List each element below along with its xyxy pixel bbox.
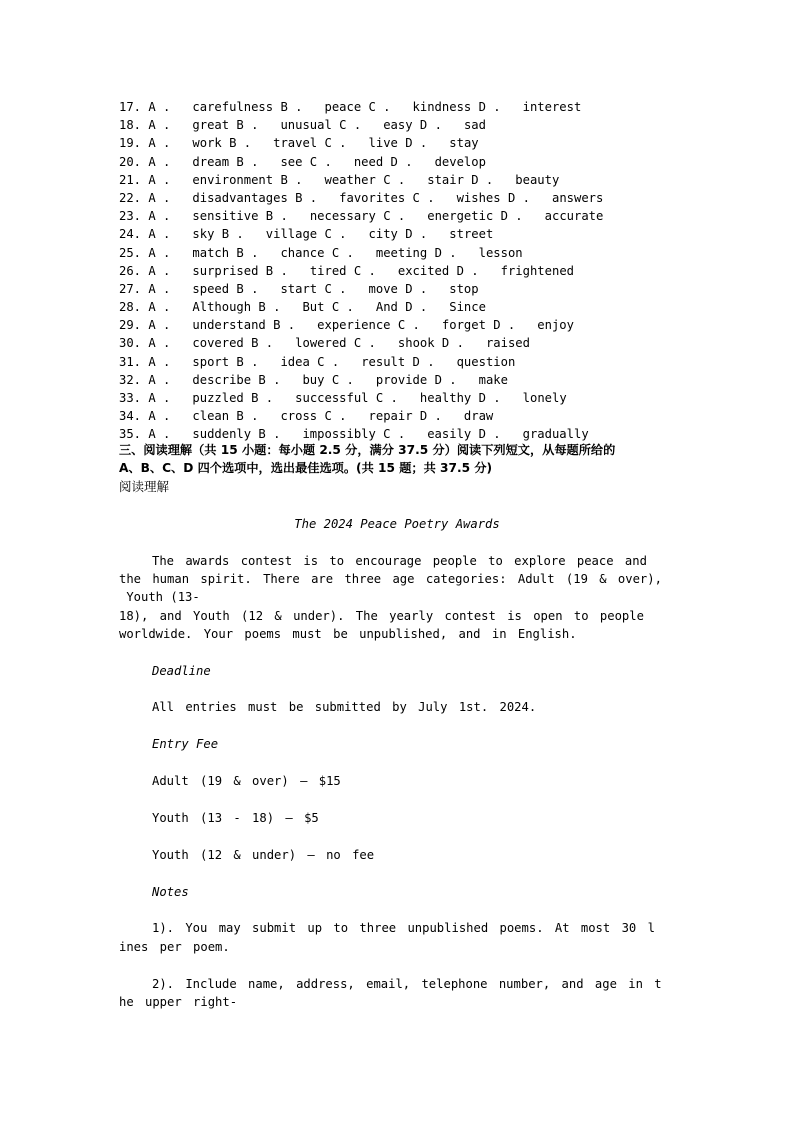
option-c: energetic xyxy=(427,209,494,224)
section-instruction xyxy=(119,441,679,477)
letter-d: D . xyxy=(471,100,523,114)
option-d: street xyxy=(449,227,494,242)
letter-a: A . xyxy=(141,172,193,187)
letter-c: C . xyxy=(346,336,398,351)
letter-b: B . xyxy=(258,263,310,278)
option-d: Since xyxy=(449,300,486,315)
letter-a: A . xyxy=(141,245,193,260)
fee-youth-12-under: Youth (12 & under) — no fee xyxy=(152,848,375,862)
option-c: easy xyxy=(383,118,413,133)
note-2-line-2: he upper right- xyxy=(119,995,238,1009)
letter-a: A . xyxy=(141,154,193,169)
option-d: gradually xyxy=(522,427,589,442)
option-row xyxy=(119,207,679,225)
question-number: 27. xyxy=(119,281,142,296)
letter-a: A . xyxy=(141,118,193,133)
letter-d: D . xyxy=(434,336,486,351)
option-c: excited xyxy=(397,263,450,278)
letter-b: B . xyxy=(229,409,281,424)
intro-line-3: Youth (13- xyxy=(119,590,200,604)
question-number: 34. xyxy=(119,409,142,424)
letter-a: A . xyxy=(141,227,193,242)
question-number: 17. xyxy=(119,100,142,114)
option-b: impossibly xyxy=(302,427,376,442)
option-b: weather xyxy=(324,172,376,187)
option-b: lowered xyxy=(295,336,347,351)
letter-a: A . xyxy=(141,427,193,442)
question-number: 23. xyxy=(119,209,142,224)
option-b: idea xyxy=(280,354,310,369)
letter-c: C . xyxy=(375,427,428,442)
letter-a: A . xyxy=(141,190,193,205)
option-row xyxy=(119,353,679,371)
letter-a: A . xyxy=(141,354,193,369)
question-number: 30. xyxy=(119,336,142,351)
option-c: And xyxy=(375,300,398,315)
letter-b: B . xyxy=(273,100,325,114)
option-c: easily xyxy=(427,427,472,442)
question-number: 32. xyxy=(119,372,142,387)
option-row xyxy=(119,371,679,389)
letter-d: D . xyxy=(397,300,450,315)
option-row xyxy=(119,171,679,189)
option-b: necessary xyxy=(309,209,376,224)
option-row xyxy=(119,116,679,134)
option-d: question xyxy=(456,354,516,369)
option-b: cross xyxy=(280,409,318,424)
option-d: raised xyxy=(485,336,530,351)
option-d: beauty xyxy=(515,172,560,187)
option-d: stop xyxy=(449,281,479,296)
option-a: work xyxy=(192,136,222,151)
option-a: clean xyxy=(192,409,230,424)
section-instruction-line2: A、B、C、D 四个选项中，选出最佳选项。(共 15 题；共 37.5 分) xyxy=(119,461,493,475)
letter-d: D . xyxy=(471,427,523,442)
option-c: move xyxy=(368,281,398,296)
option-a: disadvantages xyxy=(192,190,288,205)
option-c: live xyxy=(368,136,398,151)
option-a: sky xyxy=(192,227,215,242)
option-a: describe xyxy=(192,372,252,387)
intro-line-1: The awards contest is to encourage people to explore peace and xyxy=(152,554,647,568)
letter-a: A . xyxy=(141,318,193,333)
letter-b: B . xyxy=(243,391,296,405)
letter-c: C . xyxy=(390,318,442,333)
letter-a: A . xyxy=(141,100,193,114)
letter-d: D . xyxy=(463,172,516,187)
letter-b: B . xyxy=(229,354,281,369)
option-d: lonely xyxy=(522,391,567,405)
letter-c: C . xyxy=(317,281,369,296)
letter-b: B . xyxy=(229,118,281,133)
question-number: 28. xyxy=(119,300,142,315)
question-number: 31. xyxy=(119,354,142,369)
option-a: environment xyxy=(192,172,274,187)
letter-c: C . xyxy=(317,409,369,424)
letter-b: B . xyxy=(265,318,318,333)
option-c: forget xyxy=(441,318,486,333)
letter-d: D . xyxy=(471,391,523,405)
letter-d: D . xyxy=(383,154,435,169)
option-row xyxy=(119,280,679,298)
letter-d: D . xyxy=(493,209,545,224)
option-d: stay xyxy=(449,136,479,151)
question-number: 29. xyxy=(119,318,142,333)
letter-b: B . xyxy=(251,372,303,387)
letter-a: A . xyxy=(141,136,193,151)
option-a: suddenly xyxy=(192,427,252,442)
letter-b: B . xyxy=(243,336,296,351)
option-a: surprised xyxy=(192,263,259,278)
note-2-line-1: 2). Include name, address, email, telephone number, and age in t xyxy=(152,977,662,991)
letter-d: D . xyxy=(397,227,450,242)
letter-c: C . xyxy=(317,227,369,242)
letter-d: D . xyxy=(449,263,501,278)
option-row xyxy=(119,334,679,352)
option-b: village xyxy=(265,227,318,242)
letter-d: D . xyxy=(397,281,450,296)
letter-c: C . xyxy=(317,136,369,151)
question-number: 26. xyxy=(119,263,142,278)
option-b: unusual xyxy=(280,118,332,133)
option-d: sad xyxy=(463,118,486,133)
letter-d: D . xyxy=(397,136,450,151)
option-b: But xyxy=(302,300,325,315)
deadline-text: All entries must be submitted by July 1st. 2024. xyxy=(152,700,537,714)
option-a: Although xyxy=(192,300,252,315)
option-a: understand xyxy=(192,318,266,333)
option-b: start xyxy=(280,281,318,296)
option-row xyxy=(119,407,679,425)
option-a: match xyxy=(192,245,230,260)
letter-d: D . xyxy=(485,318,538,333)
option-a: puzzled xyxy=(192,391,244,405)
deadline-heading: Deadline xyxy=(152,664,211,678)
option-row xyxy=(119,298,679,316)
fee-adult: Adult (19 & over) — $15 xyxy=(152,774,341,788)
letter-d: D . xyxy=(412,409,464,424)
option-row xyxy=(119,98,679,116)
option-c: stair xyxy=(427,172,464,187)
fee-youth-13-18: Youth (13 - 18) — $5 xyxy=(152,811,319,825)
option-d: develop xyxy=(434,154,486,169)
letter-d: D . xyxy=(427,372,479,387)
option-a: great xyxy=(192,118,230,133)
letter-a: A . xyxy=(141,336,193,351)
letter-b: B . xyxy=(229,281,281,296)
passage-title: The 2024 Peace Poetry Awards xyxy=(294,517,500,531)
letter-c: C . xyxy=(324,300,376,315)
question-number: 35. xyxy=(119,427,142,442)
letter-b: B . xyxy=(229,245,281,260)
option-d: interest xyxy=(522,100,582,114)
option-c: shook xyxy=(397,336,435,351)
option-d: answers xyxy=(551,190,604,205)
option-a: sport xyxy=(192,354,230,369)
option-b: favorites xyxy=(339,190,406,205)
letter-a: A . xyxy=(141,300,193,315)
letter-a: A . xyxy=(141,391,193,405)
intro-line-4: 18), and Youth (12 & under). The yearly contest is open to people xyxy=(119,609,644,623)
letter-b: B . xyxy=(229,154,281,169)
section-instruction-line1: 三、阅读理解（共 15 小题：每小题 2.5 分，满分 37.5 分）阅读下列短文，从每题所给的 xyxy=(119,443,616,457)
letter-d: D . xyxy=(412,118,464,133)
letter-c: C . xyxy=(324,372,376,387)
intro-line-5: worldwide. Your poems must be unpublished, and in English. xyxy=(119,627,577,641)
option-c: repair xyxy=(368,409,413,424)
option-row xyxy=(119,153,679,171)
option-c: kindness xyxy=(412,100,472,114)
option-a: dream xyxy=(192,154,230,169)
option-a: carefulness xyxy=(192,100,274,114)
note-1-line-2: ines per poem. xyxy=(119,940,230,954)
option-row xyxy=(119,389,679,407)
cloze-options-list xyxy=(119,98,679,444)
option-c: meeting xyxy=(375,245,428,260)
letter-a: A . xyxy=(141,372,193,387)
note-1-line-1: 1). You may submit up to three unpublished poems. At most 30 l xyxy=(152,921,655,935)
option-row xyxy=(119,262,679,280)
letter-c: C . xyxy=(368,391,420,405)
question-number: 25. xyxy=(119,245,142,260)
letter-c: C . xyxy=(309,354,362,369)
option-row xyxy=(119,244,679,262)
option-b: peace xyxy=(324,100,362,114)
letter-c: C . xyxy=(346,263,398,278)
letter-a: A . xyxy=(141,409,193,424)
option-c: need xyxy=(353,154,384,169)
option-c: wishes xyxy=(456,190,501,205)
option-d: lesson xyxy=(478,245,523,260)
letter-c: C . xyxy=(324,245,376,260)
option-b: travel xyxy=(273,136,318,151)
letter-b: B . xyxy=(214,227,266,242)
option-d: make xyxy=(478,372,508,387)
option-a: sensitive xyxy=(192,209,259,224)
question-number: 19. xyxy=(119,136,142,151)
option-a: speed xyxy=(192,281,230,296)
option-b: experience xyxy=(317,318,391,333)
option-row xyxy=(119,134,679,152)
option-d: accurate xyxy=(544,209,604,224)
letter-d: D . xyxy=(427,245,479,260)
notes-heading: Notes xyxy=(152,885,189,899)
option-a: covered xyxy=(192,336,244,351)
option-b: chance xyxy=(280,245,325,260)
option-d: frightened xyxy=(500,263,574,278)
option-d: enjoy xyxy=(537,318,574,333)
option-row xyxy=(119,189,679,207)
option-c: result xyxy=(361,354,406,369)
letter-b: B . xyxy=(287,190,340,205)
letter-c: C . xyxy=(375,209,428,224)
option-b: tired xyxy=(309,263,347,278)
question-number: 24. xyxy=(119,227,142,242)
letter-a: A . xyxy=(141,281,193,296)
letter-d: D . xyxy=(405,354,457,369)
letter-c: C . xyxy=(375,172,428,187)
option-b: buy xyxy=(302,372,325,387)
question-number: 18. xyxy=(119,118,142,133)
letter-b: B . xyxy=(251,427,303,442)
intro-line-2: the human spirit. There are three age categories: Adult (19 & over), xyxy=(119,572,662,586)
letter-b: B . xyxy=(258,209,310,224)
entry-fee-heading: Entry Fee xyxy=(152,737,219,751)
letter-c: C . xyxy=(302,154,354,169)
letter-c: C . xyxy=(361,100,413,114)
option-c: provide xyxy=(375,372,428,387)
option-b: see xyxy=(280,154,303,169)
option-c: city xyxy=(368,227,398,242)
option-b: successful xyxy=(295,391,369,405)
letter-b: B . xyxy=(273,172,325,187)
letter-b: B . xyxy=(251,300,303,315)
letter-b: B . xyxy=(221,136,274,151)
letter-c: C . xyxy=(331,118,384,133)
subheading: 阅读理解 xyxy=(119,479,170,494)
letter-a: A . xyxy=(141,263,193,278)
option-d: draw xyxy=(463,409,494,424)
letter-d: D . xyxy=(500,190,552,205)
question-number: 33. xyxy=(119,391,142,405)
question-number: 22. xyxy=(119,190,142,205)
option-row xyxy=(119,316,679,334)
letter-a: A . xyxy=(141,209,193,224)
option-row xyxy=(119,225,679,243)
question-number: 21. xyxy=(119,172,142,187)
letter-c: C . xyxy=(405,190,457,205)
option-c: healthy xyxy=(419,391,472,405)
question-number: 20. xyxy=(119,154,142,169)
